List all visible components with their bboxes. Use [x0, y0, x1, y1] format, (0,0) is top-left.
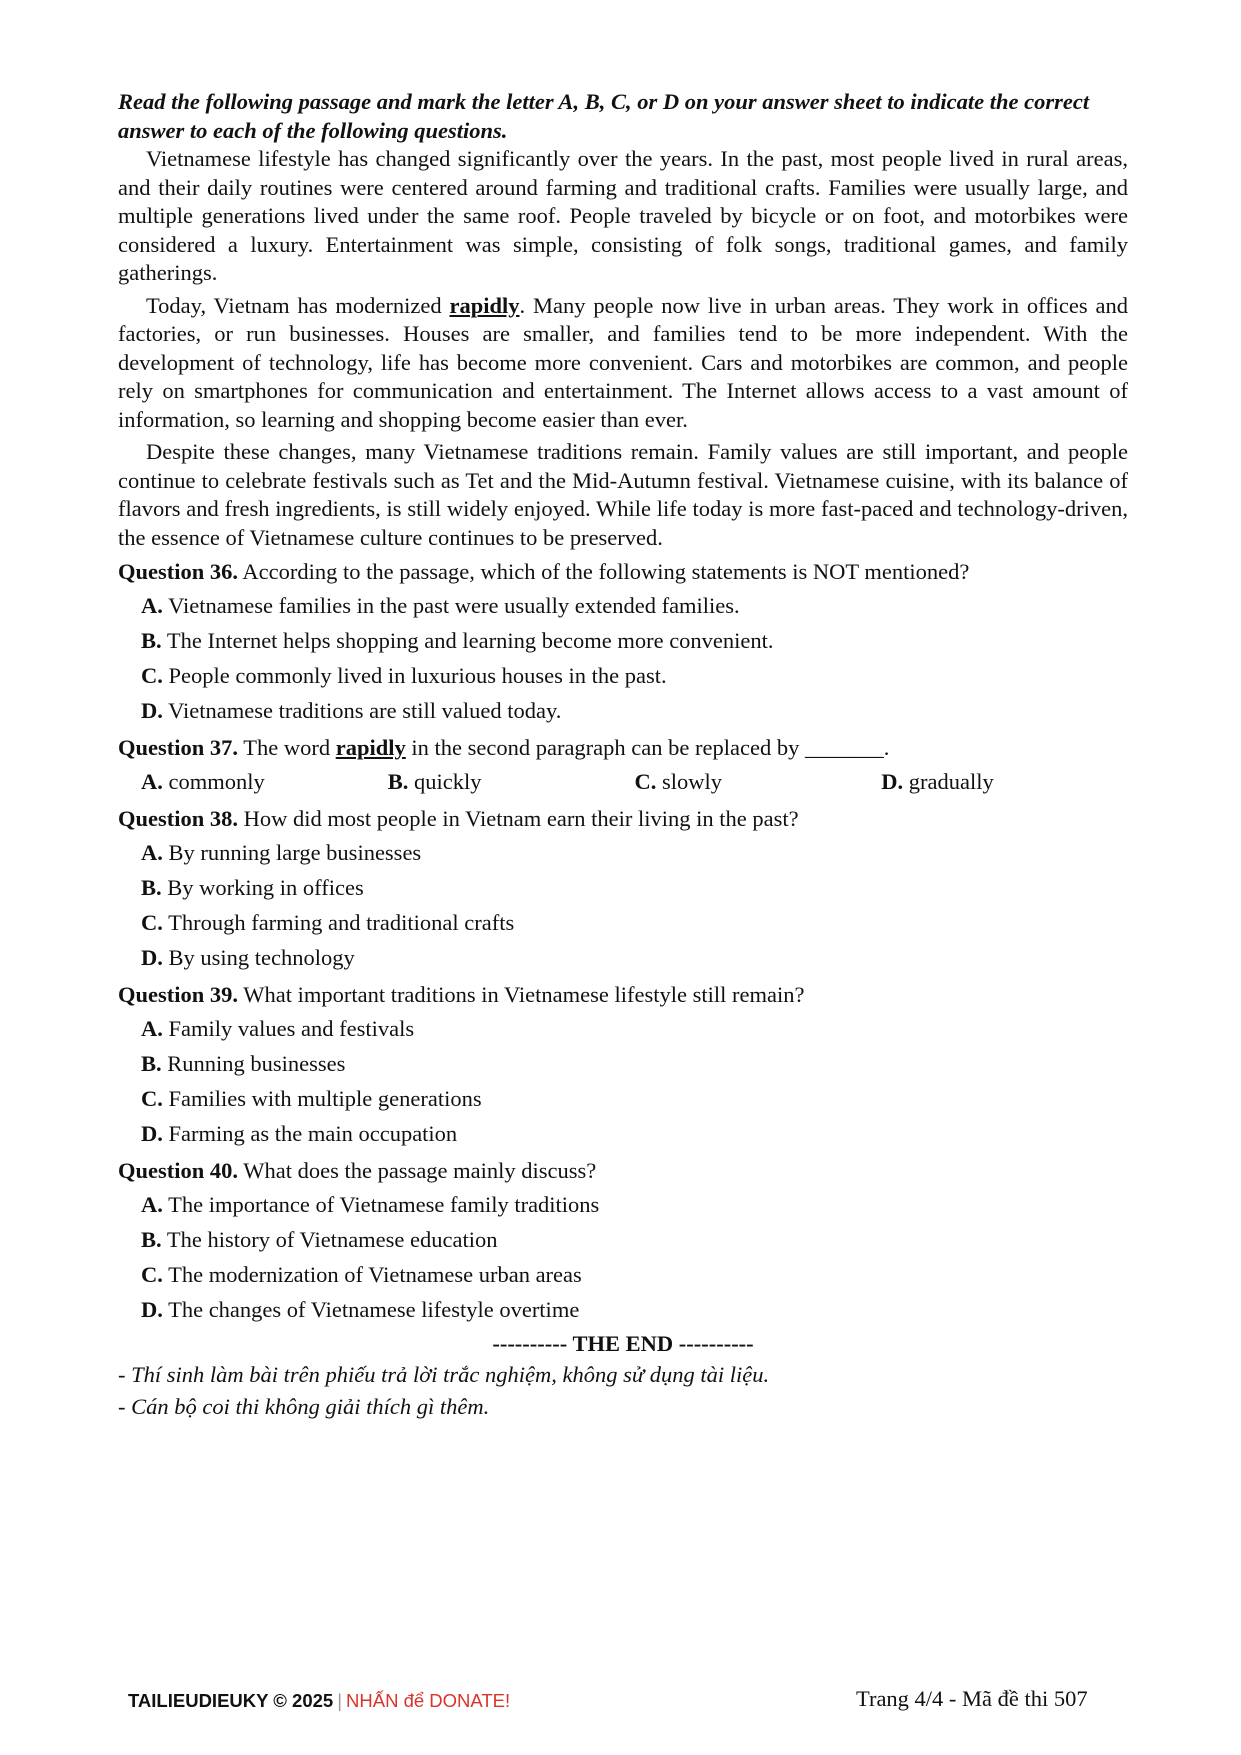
option-letter: B. — [141, 628, 162, 653]
question-text-after: in the second paragraph can be replaced by _______. — [405, 735, 890, 760]
option-38-b — [141, 870, 1128, 905]
footer-separator: | — [337, 1690, 343, 1711]
question-text: What important traditions in Vietnamese lifestyle still remain? — [238, 982, 805, 1007]
option-text: commonly — [162, 769, 265, 794]
question-label: Question 36. — [118, 559, 239, 584]
option-40-a — [141, 1187, 1128, 1222]
p2-text-before: Today, Vietnam has modernized — [146, 292, 450, 318]
option-40-d — [141, 1292, 1128, 1327]
option-38-c — [141, 905, 1128, 940]
passage-paragraph-2 — [118, 292, 1128, 435]
footer-brand — [128, 1690, 510, 1712]
brand-text: TAILIEUDIEUKY © 2025 — [128, 1690, 334, 1711]
option-40-b — [141, 1222, 1128, 1257]
option-40-c — [141, 1257, 1128, 1292]
option-text: gradually — [903, 769, 994, 794]
question-36 — [118, 556, 1128, 588]
options-37-row — [141, 764, 1128, 799]
option-letter: A. — [141, 593, 163, 618]
option-letter: C. — [141, 1086, 163, 1111]
option-letter: D. — [141, 1297, 163, 1322]
option-letter: B. — [141, 1227, 162, 1252]
option-text: Family values and festivals — [162, 1016, 415, 1041]
option-39-d — [141, 1116, 1128, 1151]
question-text: According to the passage, which of the following statements is NOT mentioned? — [238, 559, 970, 584]
option-text: By working in offices — [161, 875, 364, 900]
option-text: quickly — [408, 769, 482, 794]
option-letter: A. — [141, 840, 163, 865]
option-36-a — [141, 588, 1128, 623]
option-36-b — [141, 623, 1128, 658]
option-letter: B. — [387, 769, 409, 794]
option-text: Farming as the main occupation — [162, 1121, 458, 1146]
option-39-c — [141, 1081, 1128, 1116]
question-text-before: The word — [238, 735, 336, 760]
option-letter: C. — [141, 1262, 163, 1287]
question-label: Question 38. — [118, 806, 239, 831]
option-text: By using technology — [162, 945, 355, 970]
option-letter: D. — [881, 769, 904, 794]
question-37 — [118, 732, 1128, 764]
question-text: How did most people in Vietnam earn their living in the past? — [238, 806, 799, 831]
exam-page — [118, 88, 1128, 1423]
passage-paragraph-1: Vietnamese lifestyle has changed significantly over the years. In the past, most people lived in rural areas, and their daily routines were centered around farming and traditional crafts. Families were usually large, and multiple generations lived under the same roof. People traveled by bicycle or on foot, and motorbikes were considered a luxury. Entertainment was simple, consisting of folk songs, traditional games, and family gatherings. — [118, 146, 1128, 285]
instruction: Read the following passage and mark the letter A, B, C, or D on your answer sheet to indicate the correct answer to each of the following questions. — [118, 89, 1090, 143]
option-letter: A. — [141, 1016, 163, 1041]
exam-note-2: - Cán bộ coi thi không giải thích gì thêm. — [118, 1394, 490, 1419]
option-text: The Internet helps shopping and learning become more convenient. — [161, 628, 774, 653]
option-text: People commonly lived in luxurious houses in the past. — [162, 663, 667, 688]
option-text: The history of Vietnamese education — [161, 1227, 498, 1252]
option-text: The importance of Vietnamese family traditions — [162, 1192, 600, 1217]
question-label: Question 37. — [118, 735, 239, 760]
option-letter: D. — [141, 945, 163, 970]
option-37-b — [388, 764, 635, 799]
option-text: slowly — [656, 769, 723, 794]
question-text: What does the passage mainly discuss? — [238, 1158, 597, 1183]
option-36-c — [141, 658, 1128, 693]
question-label: Question 39. — [118, 982, 239, 1007]
option-letter: C. — [141, 663, 163, 688]
option-36-d — [141, 693, 1128, 728]
option-text: The changes of Vietnamese lifestyle overtime — [162, 1297, 580, 1322]
option-letter: A. — [141, 1192, 163, 1217]
keyword-rapidly: rapidly — [335, 735, 406, 760]
option-text: Through farming and traditional crafts — [162, 910, 515, 935]
option-39-b — [141, 1046, 1128, 1081]
option-39-a — [141, 1011, 1128, 1046]
option-text: Vietnamese traditions are still valued today. — [162, 698, 562, 723]
option-letter: D. — [141, 698, 163, 723]
option-letter: D. — [141, 1121, 163, 1146]
option-letter: C. — [141, 910, 163, 935]
exam-note-1: - Thí sinh làm bài trên phiếu trả lời trắc nghiệm, không sử dụng tài liệu. — [118, 1362, 770, 1387]
option-letter: B. — [141, 875, 162, 900]
option-37-a — [141, 764, 388, 799]
option-38-d — [141, 940, 1128, 975]
option-38-a — [141, 835, 1128, 870]
donate-link[interactable]: NHẤN để DONATE! — [346, 1690, 511, 1711]
question-label: Question 40. — [118, 1158, 239, 1183]
question-38 — [118, 803, 1128, 835]
option-letter: C. — [634, 769, 657, 794]
option-37-c — [635, 764, 882, 799]
option-text: The modernization of Vietnamese urban areas — [162, 1262, 582, 1287]
question-40 — [118, 1155, 1128, 1187]
passage-paragraph-3: Despite these changes, many Vietnamese traditions remain. Family values are still important, and people continue to celebrate festivals such as Tet and the Mid-Autumn festival. Vietnamese cuisine, with its balance of flavors and fresh ingredients, is still widely enjoyed. While life today is more fast-paced and technology-driven, the essence of Vietnamese culture continues to be preserved. — [118, 439, 1128, 550]
question-39 — [118, 979, 1128, 1011]
keyword-rapidly: rapidly — [449, 292, 520, 318]
option-letter: B. — [141, 1051, 162, 1076]
option-letter: A. — [141, 769, 163, 794]
option-37-d — [881, 764, 1128, 799]
the-end-marker: ---------- THE END ---------- — [492, 1331, 754, 1356]
option-text: By running large businesses — [162, 840, 422, 865]
option-text: Families with multiple generations — [162, 1086, 482, 1111]
option-text: Vietnamese families in the past were usually extended families. — [162, 593, 740, 618]
page-info: Trang 4/4 - Mã đề thi 507 — [856, 1686, 1088, 1711]
p2-text-after: . Many people now live in urban areas. They work in offices and factories, or run businesses. Houses are smaller, and families tend to be more independent. With the development of technology, life has become more convenient. Cars and motorbikes are common, and people rely on smartphones for communication and entertainment. The Internet allows access to a vast amount of information, so learning and shopping become easier than ever. — [118, 292, 1128, 432]
option-text: Running businesses — [161, 1051, 346, 1076]
